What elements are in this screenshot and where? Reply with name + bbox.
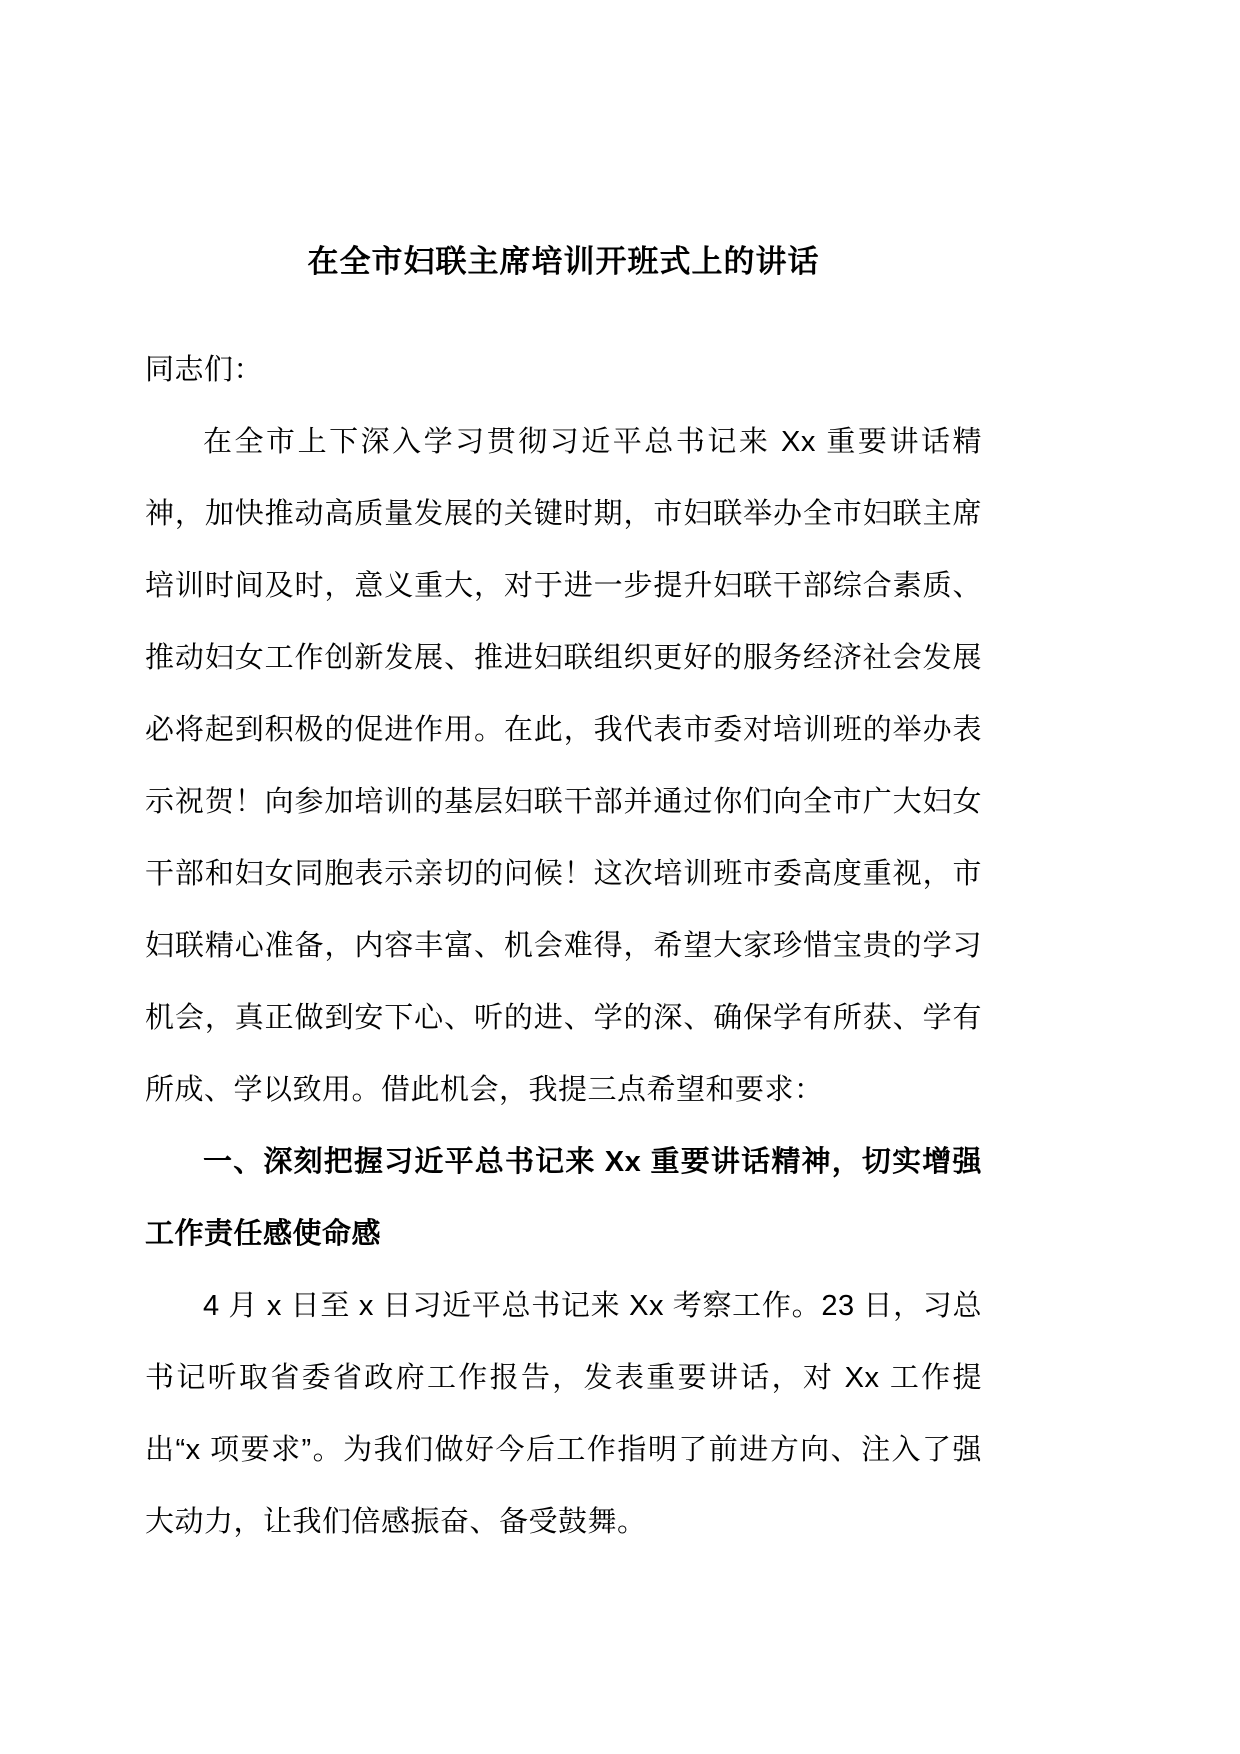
section-heading: 一、深刻把握习近平总书记来 Xx 重要讲话精神，切实增强工作责任感使命感 (145, 1146, 982, 1250)
paragraph: 4 月 x 日至 x 日习近平总书记来 Xx 考察工作。23 日，习总书记听取省委省政府工作报告，发表重要讲话，对 Xx 工作提出“x 项要求”。为我们做好今后工作指明了前进方向、注入了强大动力，让我们倍感振奋、备受鼓舞。 (145, 1290, 982, 1538)
paragraph: 在全市上下深入学习贯彻习近平总书记来 Xx 重要讲话精神，加快推动高质量发展的关键时期，市妇联举办全市妇联主席培训时间及时，意义重大，对于进一步提升妇联干部综合素质、推动妇女工作创新发展、推进妇联组织更好的服务经济社会发展必将起到积极的促进作用。在此，我代表市委对培训班的举办表示祝贺！向参加培训的基层妇联干部并通过你们向全市广大妇女干部和妇女同胞表示亲切的问候！这次培训班市委高度重视，市妇联精心准备，内容丰富、机会难得，希望大家珍惜宝贵的学习机会，真正做到安下心、听的进、学的深、确保学有所获、学有所成、学以致用。借此机会，我提三点希望和要求： (145, 426, 982, 1106)
paragraph: 同志们： (145, 354, 264, 386)
document-body (145, 334, 982, 1558)
document-title: 在全市妇联主席培训开班式上的讲话 (307, 244, 820, 279)
